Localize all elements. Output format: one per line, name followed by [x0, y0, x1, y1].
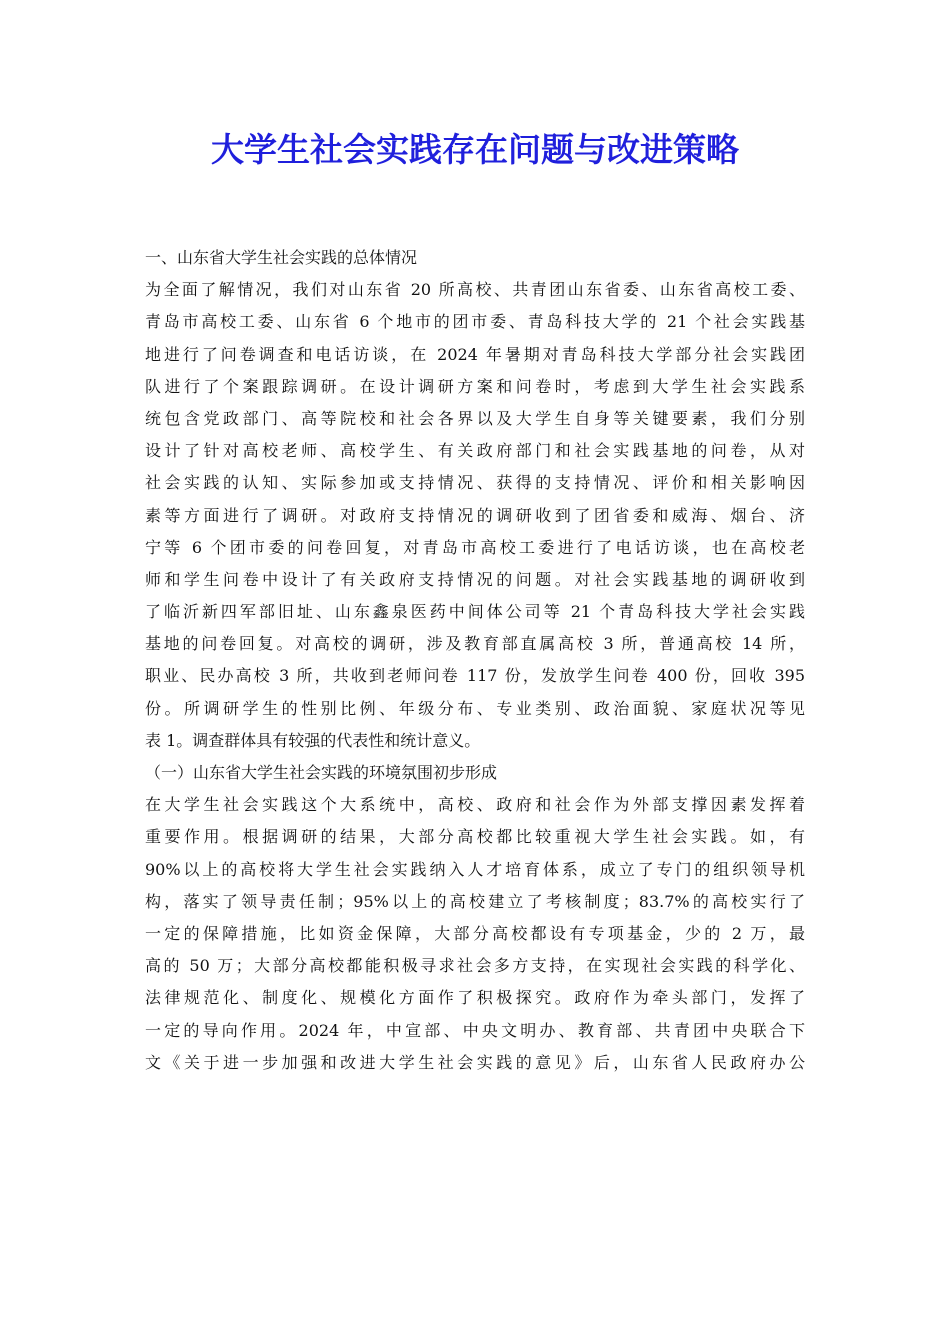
- body-text-line: 师和学生问卷中设计了有关政府支持情况的问题。对社会实践基地的调研收到: [145, 569, 805, 589]
- body-text-line: 设计了针对高校老师、高校学生、有关政府部门和社会实践基地的问卷，从对: [145, 441, 805, 461]
- body-text-line: 队进行了个案跟踪调研。在设计调研方案和问卷时，考虑到大学生社会实践系: [145, 376, 805, 396]
- body-text-line: 一、山东省大学生社会实践的总体情况: [145, 248, 418, 267]
- body-text-line: 一定的保障措施，比如资金保障，大部分高校都设有专项基金，少的 2 万，最: [145, 923, 805, 943]
- body-text-line: 表 1。调查群体具有较强的代表性和统计意义。: [145, 730, 481, 750]
- body-text-line: 为全面了解情况，我们对山东省 20 所高校、共青团山东省委、山东省高校工委、: [145, 280, 805, 300]
- body-text-line: 高的 50 万；大部分高校都能积极寻求社会多方支持，在实现社会实践的科学化、: [145, 956, 805, 976]
- body-text-line: 90%以上的高校将大学生社会实践纳入人才培育体系，成立了专门的组织领导机: [145, 859, 805, 879]
- document-body: [145, 242, 805, 1079]
- body-text-line: 青岛市高校工委、山东省 6 个地市的团市委、青岛科技大学的 21 个社会实践基: [145, 312, 805, 332]
- body-text-line: 社会实践的认知、实际参加或支持情况、获得的支持情况、评价和相关影响因: [145, 473, 805, 493]
- body-text-line: 文《关于进一步加强和改进大学生社会实践的意见》后，山东省人民政府办公: [145, 1052, 805, 1072]
- body-text-line: 地进行了问卷调查和电话访谈，在 2024 年暑期对青岛科技大学部分社会实践团: [145, 344, 805, 364]
- body-text-line: （一）山东省大学生社会实践的环境氛围初步形成: [145, 763, 498, 782]
- body-text-line: 统包含党政部门、高等院校和社会各界以及大学生自身等关键要素，我们分别: [145, 408, 805, 428]
- body-text-line: 法律规范化、制度化、规模化方面作了积极探究。政府作为牵头部门，发挥了: [145, 988, 805, 1008]
- body-text-line: 一定的导向作用。2024 年，中宣部、中央文明办、教育部、共青团中央联合下: [145, 1020, 805, 1040]
- body-text-line: 重要作用。根据调研的结果，大部分高校都比较重视大学生社会实践。如，有: [145, 827, 805, 847]
- body-text-line: 基地的问卷回复。对高校的调研，涉及教育部直属高校 3 所，普通高校 14 所，: [145, 634, 805, 654]
- body-text-line: 职业、民办高校 3 所，共收到老师问卷 117 份，发放学生问卷 400 份，回收 395: [145, 666, 805, 686]
- body-text-line: 素等方面进行了调研。对政府支持情况的调研收到了团省委和威海、烟台、济: [145, 505, 805, 525]
- body-text-line: 宁等 6 个团市委的问卷回复，对青岛市高校工委进行了电话访谈，也在高校老: [145, 537, 805, 557]
- body-text-line: 份。所调研学生的性别比例、年级分布、专业类别、政治面貌、家庭状况等见: [145, 698, 805, 718]
- body-text-line: 了临沂新四军部旧址、山东鑫泉医药中间体公司等 21 个青岛科技大学社会实践: [145, 602, 805, 622]
- document-title: 大学生社会实践存在问题与改进策略: [211, 130, 739, 169]
- body-text-line: 在大学生社会实践这个大系统中，高校、政府和社会作为外部支撑因素发挥着: [145, 795, 805, 815]
- body-text-line: 构，落实了领导责任制；95%以上的高校建立了考核制度；83.7%的高校实行了: [145, 891, 805, 911]
